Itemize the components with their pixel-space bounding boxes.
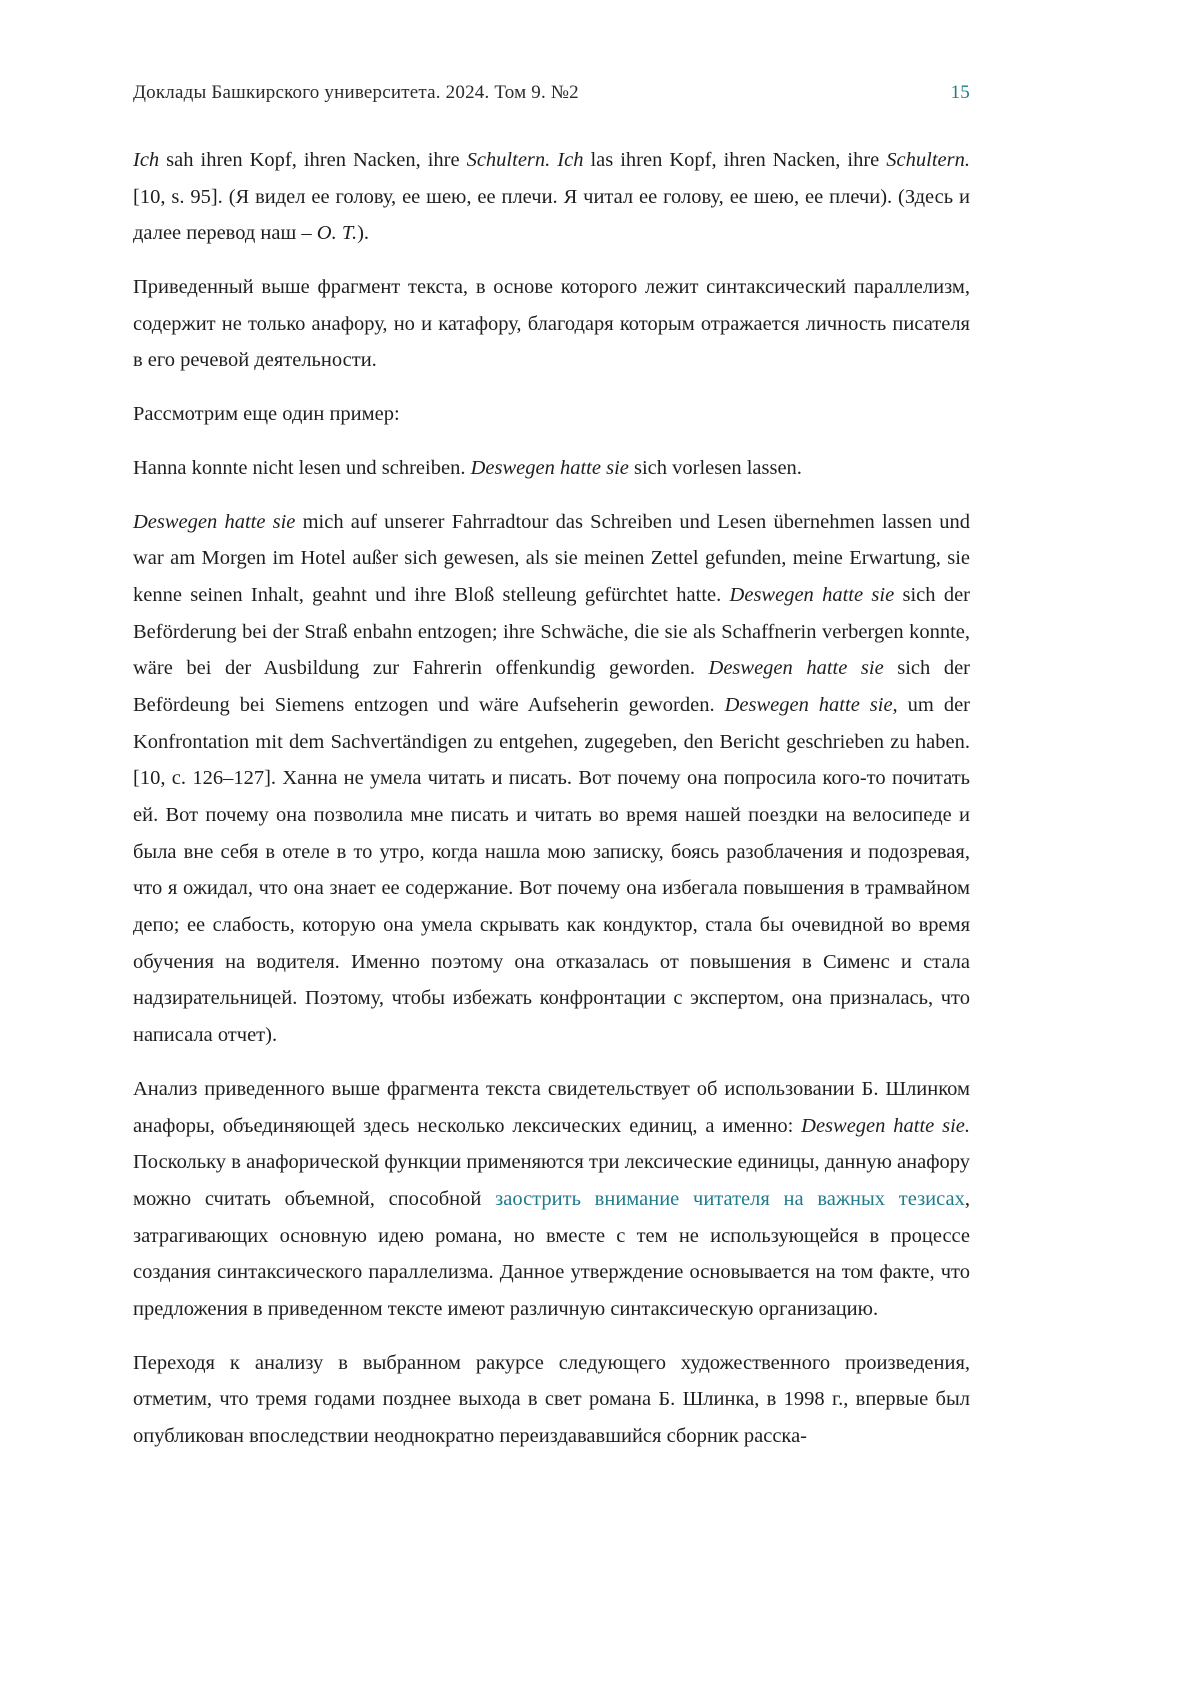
page-header: [133, 82, 970, 104]
text-run: Ich: [133, 149, 167, 171]
text-run: Deswegen hatte sie: [133, 510, 303, 533]
text-run: Deswegen hatte sie.: [801, 1114, 976, 1137]
text-run: Приведенный выше фрагмент текста, в основе которого лежит синтаксический параллелизм, содержит не только анафору, но и катафору, благодаря которым отражается личность писателя в его речевой деятельности.: [133, 276, 976, 372]
text-run: Schultern.: [886, 149, 976, 171]
text-run: , затрагивающих основную идею романа, но вместе с тем не использующейся в процессе создания синтаксического параллелизма. Данное утверждение основывается на том факте, что предложения в приведенном тексте имеют различную синтаксическую организацию.: [133, 1187, 976, 1320]
text-run: sah ihren Kopf, ihren Nacken, ihre: [166, 149, 467, 171]
article-body: [133, 142, 976, 1455]
text-run: mich auf unserer Fahrradtour das Schreiben und Lesen übernehmen lassen und war am Morgen im Hotel außer sich gewesen, als sie meinen Zettel gefunden, meine Erwartung, sie kenne seinen Inhalt, geahnt und ihre Bloß stelleung gefürchtet hatte.: [133, 510, 976, 606]
text-run: Переходя к анализу в выбранном ракурсе следующего художественного произведения, отметим, что тремя годами позднее выхода в свет романа Б. Шлинка, в 1998 г., впервые был опубликован впоследствии неоднократно переиздававшийся сборник расска-: [133, 1351, 976, 1447]
text-run: um der Konfrontation mit dem Sachvertändigen zu entgehen, zugegeben, den Bericht geschrieben zu haben. [10, с. 126–127]. Ханна не умела читать и писать. Вот почему она попросила кого-то почитать ей. Вот почему она позволила мне писать и читать во время нашей поездки на велосипеде и была вне себя в отеле в то утро, когда нашла мою записку, боясь разоблачения и подозревая, что я ожидал, что она знает ее содержание. Вот почему она избегала повышения в трамвайном депо; ее слабость, которую она умела скрывать как кондуктор, стала бы очевидной во время обучения на водителя. Именно поэтому она отказалась от повышения в Сименс и стала надзирательницей. Поэтому, чтобы избежать конфронтации с экспертом, она призналась, что написала отчет).: [133, 693, 976, 1047]
paragraph: [133, 1345, 976, 1455]
text-run: Deswegen hatte sie: [729, 583, 903, 606]
paragraph: [133, 142, 976, 252]
text-run: sich der Beförderung bei der Straß enbahn entzogen; ihre Schwäche, die sie als Schaffnerin verbergen konnte, wäre bei der Ausbildung zur Fahrerin offenkundig geworden.: [133, 583, 976, 680]
paragraph: [133, 450, 970, 487]
text-run: Поскольку в анафорической функции применяются три лексические единицы, данную анафору можно считать объемной, способной: [133, 1151, 976, 1210]
text-run: Рассмотрим еще один пример:: [133, 403, 400, 426]
highlighted-text-run: заострить внимание читателя на важных тезисах: [495, 1187, 965, 1210]
paragraph: [133, 269, 976, 379]
text-run: Анализ приведенного выше фрагмента текста свидетельствует об использовании Б. Шлинком анафоры, объединяющей здесь несколько лексических единиц, а именно:: [133, 1077, 976, 1137]
text-run: sich der Befördeung bei Siemens entzogen und wäre Aufseherin geworden.: [133, 657, 976, 716]
text-run: Deswegen hatte sie,: [724, 693, 908, 716]
text-run: [10, s. 95]. (Я видел ее голову, ее шею, ее плечи. Я читал ее голову, ее шею, ее плечи). (Здесь и далее перевод наш –: [133, 185, 976, 245]
paragraph: [133, 396, 970, 433]
text-run: О. Т.: [316, 222, 358, 245]
text-run: Hanna konnte nicht lesen und schreiben.: [133, 456, 471, 479]
text-run: las ihren Kopf, ihren Nacken, ihre: [590, 149, 887, 171]
text-run: Deswegen hatte sie: [708, 657, 898, 680]
text-run: ).: [357, 222, 370, 245]
paragraph: [133, 1071, 976, 1328]
paragraph: [133, 504, 976, 1054]
text-run: Deswegen hatte sie: [470, 456, 634, 479]
page-number: 15: [950, 82, 970, 103]
text-run: sich vorlesen lassen.: [633, 456, 802, 479]
journal-title: Доклады Башкирского университета. 2024. Том 9. №2: [133, 82, 579, 103]
text-run: Schultern. Ich: [466, 149, 591, 171]
